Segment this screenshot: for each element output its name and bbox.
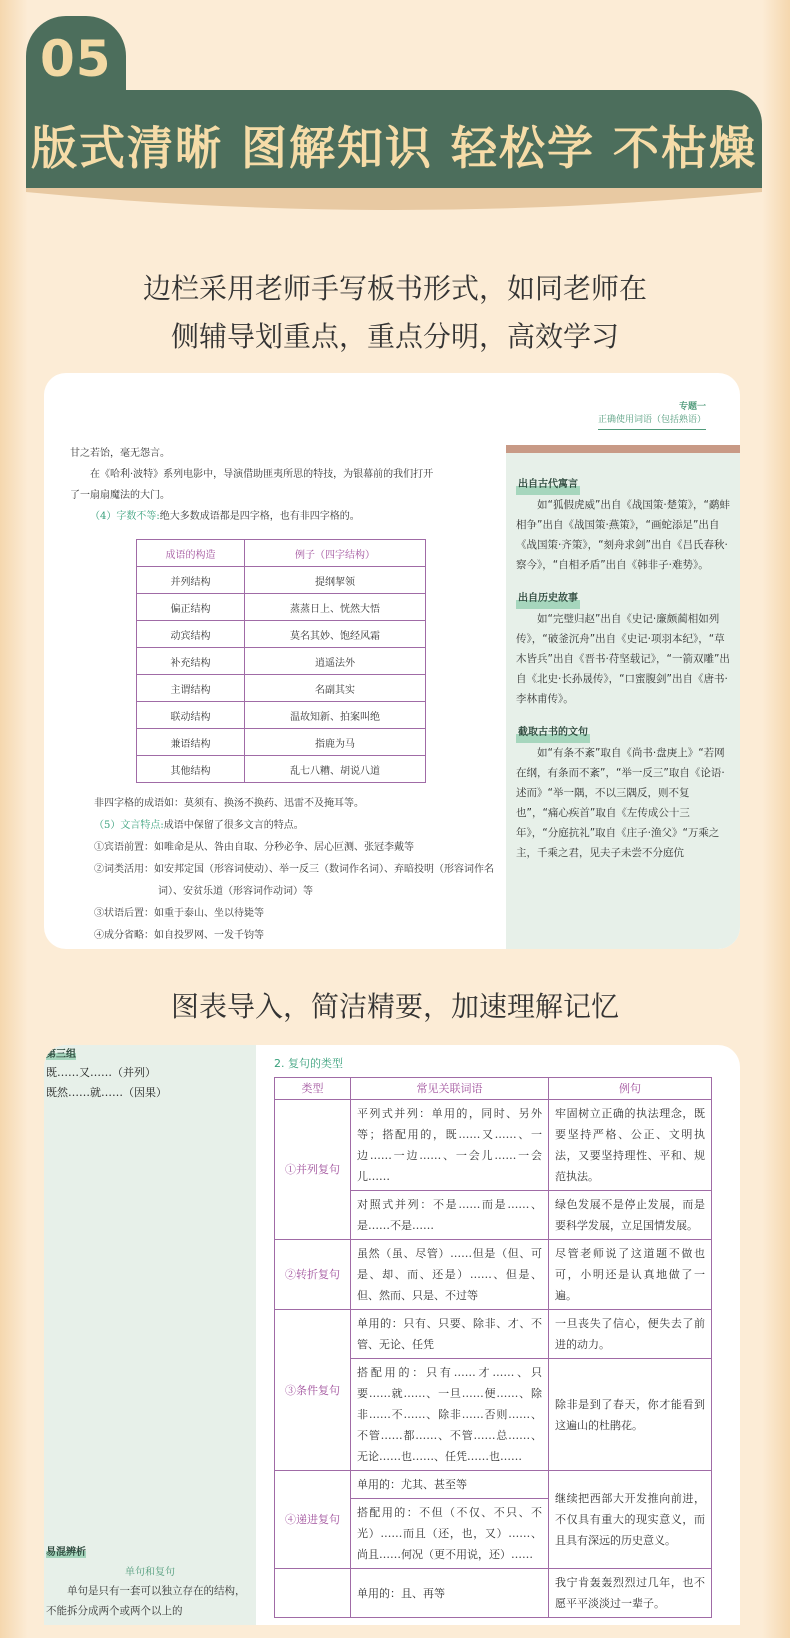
sentence-type — [275, 1569, 351, 1618]
table-cell: 逍遥法外 — [245, 648, 426, 675]
example-cell: 我宁肯轰轰烈烈过几年，也不愿平平淡淡过一辈子。 — [549, 1569, 712, 1618]
text-line: 了一扇扇魔法的大门。 — [70, 490, 170, 501]
sidebar-line: 既……又……（并列） — [46, 1066, 156, 1079]
table-header-row — [275, 1078, 712, 1100]
example-cell: 继续把西部大开发推向前进，不仅具有重大的现实意义，而且具有深远的历史意义。 — [549, 1471, 712, 1569]
list-item: ④成分省略：如自投罗网、一发千钧等 — [94, 930, 264, 941]
banner-ribbon-shadow — [26, 188, 762, 224]
sentence-type: ①并列复句 — [275, 1100, 351, 1240]
topic-subtitle: 正确使用词语（包括熟语） — [598, 414, 706, 430]
example-cell: 绿色发展不是停止发展，而是要科学发展，立足国情发展。 — [549, 1191, 712, 1240]
table-header: 成语的构造 — [137, 540, 245, 567]
sidebar-top-bar — [506, 445, 740, 453]
sidebar-panel — [44, 1045, 256, 1625]
sidebar-paragraph: 单句是只有一套可以独立存在的结构，不能拆分成两个或两个以上的 — [46, 1585, 246, 1617]
sentence-type: ④递进复句 — [275, 1471, 351, 1569]
table-cell: 蒸蒸日上、恍然大悟 — [245, 594, 426, 621]
table-header-row — [137, 540, 426, 567]
topic-header — [598, 401, 706, 430]
text-line: 在《哈利·波特》系列电影中，导演借助匪夷所思的特技，为银幕前的我们打开 — [70, 469, 434, 480]
section-title: 2. 复句的类型 — [274, 1057, 343, 1070]
table-row — [137, 567, 426, 594]
table-cell: 主谓结构 — [137, 675, 245, 702]
section1-subtitle — [0, 265, 790, 361]
table-row — [275, 1569, 712, 1618]
example-cell: 一旦丧失了信心，便失去了前进的动力。 — [549, 1310, 712, 1359]
keywords-cell: 搭配用的：只有……才……、只要……就……、一旦……便……、除非……不……、除非……否则……、不管……都……、不管……总……、无论……也……、任凭……也…… — [351, 1359, 549, 1471]
table-cell: 莫名其妙、饱经风霜 — [245, 621, 426, 648]
table-cell: 补充结构 — [137, 648, 245, 675]
keywords-cell: 搭配用的：不但（不仅、不只、不光）……而且（还，也，又）……、尚且……何况（更不用说，还）…… — [351, 1499, 549, 1569]
table-row — [137, 729, 426, 756]
table-row — [137, 756, 426, 783]
sidebar-paragraph: 如“有条不紊”取自《尚书·盘庚上》“若网在纲，有条而不紊”，“举一反三”取自《论语·述而》“举一隅，不以三隅反，则不复也”，“痛心疾首”取自《左传成公十三年》，“分庭抗礼”取自《庄子·渔父》“万乘之主，千乘之君，见夫子未尝不分庭伉 — [516, 747, 725, 859]
table-cell: 其他结构 — [137, 756, 245, 783]
table-row — [137, 621, 426, 648]
book-page-preview-1 — [44, 373, 740, 949]
table-cell: 动宾结构 — [137, 621, 245, 648]
complex-sentence-table — [274, 1077, 712, 1618]
table-cell: 联动结构 — [137, 702, 245, 729]
table-cell: 乱七八糟、胡说八道 — [245, 756, 426, 783]
section2-subtitle: 图表导入，简洁精要，加速理解记忆 — [170, 990, 619, 1023]
point-4 — [70, 506, 500, 527]
sidebar-lines — [46, 1063, 167, 1103]
point-5-label: （5）文言特点: — [94, 820, 164, 831]
idiom-structure-table — [136, 539, 426, 783]
text-line: 甘之若饴，毫无怨言。 — [70, 448, 170, 459]
sidebar-heading: 截取古书的文句 — [516, 723, 590, 743]
subtitle-line2: 侧辅导划重点，重点分明，高效学习 — [170, 320, 619, 353]
table-header: 类型 — [275, 1078, 351, 1100]
sidebar-heading: 出自历史故事 — [516, 589, 580, 609]
table-header: 例子（四字结构） — [245, 540, 426, 567]
table-cell: 名副其实 — [245, 675, 426, 702]
sidebar-heading: 出自古代寓言 — [516, 475, 580, 495]
keywords-cell: 对照式并列：不是……而是……、是……不是…… — [351, 1191, 549, 1240]
table-row — [275, 1471, 712, 1499]
table-row — [137, 675, 426, 702]
point-5-text: 成语中保留了很多文言的特点。 — [163, 820, 304, 831]
table-row — [137, 594, 426, 621]
keywords-cell: 单用的：尤其、甚至等 — [351, 1471, 549, 1499]
subtitle-line1: 边栏采用老师手写板书形式，如同老师在 — [142, 272, 647, 305]
keywords-cell: 单用的：只有、只要、除非、才、不管、无论、任凭 — [351, 1310, 549, 1359]
keywords-cell: 平列式并列：单用的，同时、另外等；搭配用的，既……又……、一边……一边……、一会儿……一会儿…… — [351, 1100, 549, 1191]
sidebar-paragraph: 如“狐假虎威”出自《战国策·楚策》，“鹬蚌相争”出自《战国策·燕策》，“画蛇添足”出自《战国策·齐策》，“刻舟求剑”出自《吕氏春秋·察今》，“自相矛盾”出自《韩非子·难势》。 — [516, 499, 730, 571]
table-cell: 偏正结构 — [137, 594, 245, 621]
book-page-preview-2 — [44, 1045, 740, 1625]
sentence-type: ③条件复句 — [275, 1310, 351, 1471]
keywords-cell: 虽然（虽、尽管）……但是（但、可是、却、而、还是）……、但是、但、然而、只是、不过等 — [351, 1240, 549, 1310]
list-item: ②词类活用：如安邦定国（形容词使动）、举一反三（数词作名词）、弃暗投明（形容词作名词）、安贫乐道（形容词作动词）等 — [94, 864, 494, 897]
title-banner — [26, 90, 762, 190]
table-cell: 并列结构 — [137, 567, 245, 594]
topic-title: 专题一 — [678, 402, 706, 412]
table-row — [137, 648, 426, 675]
sidebar-notes — [516, 469, 730, 863]
banner-title: 版式清晰 图解知识 轻松学 不枯燥 — [30, 121, 758, 175]
list-item: ③状语后置：如重于泰山、坐以待毙等 — [94, 908, 264, 919]
table-cell: 指鹿为马 — [245, 729, 426, 756]
point-4-text: 绝大多数成语都是四字格，也有非四字格的。 — [159, 511, 360, 522]
example-cell: 尽管老师说了这道题不做也可，小明还是认真地做了一遍。 — [549, 1240, 712, 1310]
example-cell: 除非是到了春天，你才能看到这遍山的杜鹃花。 — [549, 1359, 712, 1471]
table-row — [275, 1100, 712, 1191]
keywords-cell: 单用的：且、再等 — [351, 1569, 549, 1618]
left-column-text-lower — [94, 793, 504, 947]
sentence-type: ②转折复句 — [275, 1240, 351, 1310]
table-row — [275, 1310, 712, 1359]
table-cell: 提纲挈领 — [245, 567, 426, 594]
sidebar-heading: 第三组 — [46, 1045, 76, 1060]
table-header: 常见关联词语 — [351, 1078, 549, 1100]
sidebar-line: 既然……就……（因果） — [46, 1086, 167, 1099]
text-line: 非四字格的成语如：莫须有、换汤不换药、迅雷不及掩耳等。 — [94, 798, 364, 809]
table-cell: 温故知新、拍案叫绝 — [245, 702, 426, 729]
table-row — [137, 702, 426, 729]
list-item: ①宾语前置：如唯命是从、咎由自取、分秒必争、居心叵测、张冠李戴等 — [94, 842, 414, 853]
sidebar-heading: 易混辨析 — [46, 1543, 86, 1558]
point-5 — [94, 815, 504, 837]
example-cell: 牢固树立正确的执法理念，既要坚持严格、公正、文明执法，又要坚持理性、平和、规范执法。 — [549, 1100, 712, 1191]
sidebar-subtitle: 单句和复句 — [125, 1567, 175, 1578]
table-cell: 兼语结构 — [137, 729, 245, 756]
table-header: 例句 — [549, 1078, 712, 1100]
left-column-text — [70, 443, 500, 527]
point-4-label: （4）字数不等: — [90, 511, 160, 522]
section-number: 05 — [40, 30, 112, 88]
sidebar-paragraph: 如“完璧归赵”出自《史记·廉颇蔺相如列传》，“破釜沉舟”出自《史记·项羽本纪》，“草木皆兵”出自《晋书·苻坚载记》，“一箭双雕”出自《北史·长孙晟传》，“口蜜腹剑”出自《唐书·李林甫传》。 — [516, 613, 730, 705]
table-row — [275, 1240, 712, 1310]
